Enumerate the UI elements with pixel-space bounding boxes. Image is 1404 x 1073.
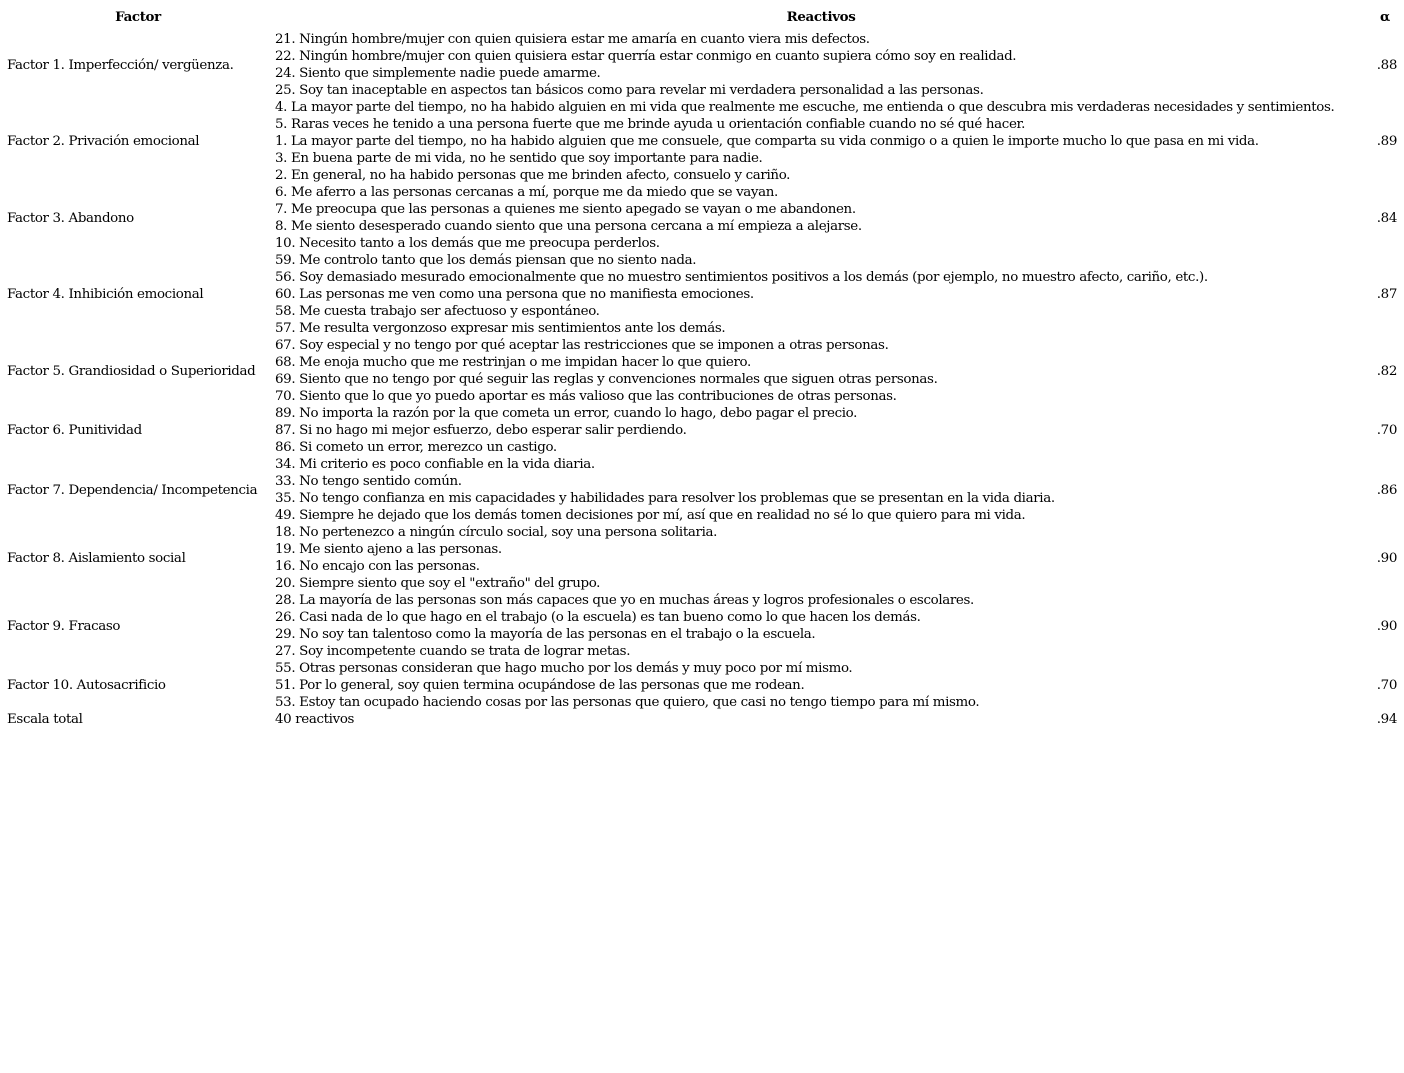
alpha-value: .86	[1376, 482, 1397, 498]
factor-name: Factor 2. Privación emocional	[7, 134, 200, 149]
factor-name: Factor 7. Dependencia/ Incompetencia	[7, 482, 258, 498]
factor-name: Factor 10. Autosacrificio	[7, 678, 166, 693]
item-line: 34. Mi criterio es poco confiable en la vida diaria.	[275, 457, 595, 472]
factor-items	[272, 99, 1370, 184]
alpha-value: .90	[1376, 618, 1397, 634]
table-row	[4, 337, 1400, 405]
factor-name: Factor 6. Punitividad	[7, 423, 142, 438]
factor-items	[272, 524, 1370, 592]
item-line: 6. Me aferro a las personas cercanas a mí, porque me da miedo que se vayan.	[275, 185, 778, 200]
alpha-value: .84	[1376, 210, 1397, 226]
item-line: 67. Soy especial y no tengo por qué aceptar las restricciones que se imponen a otras personas.	[275, 338, 889, 353]
alpha-column-header: α	[1380, 9, 1390, 25]
alpha-value: .82	[1376, 363, 1397, 379]
total-label: Escala total	[7, 712, 83, 727]
item-line: 56. Soy demasiado mesurado emocionalmente que no muestro sentimientos positivos a los demás (por ejemplo, no muestro afecto, cariño, etc.).	[275, 270, 1208, 285]
alpha-value: .89	[1376, 134, 1397, 149]
factor-items	[272, 184, 1370, 252]
alpha-value: .87	[1376, 287, 1397, 302]
factor-name: Factor 1. Imperfección/ vergüenza.	[7, 57, 234, 73]
table-row	[4, 524, 1400, 592]
table-row	[4, 252, 1400, 337]
item-line: 5. Raras veces he tenido a una persona fuerte que me brinde ayuda u orientación confiable cuando no sé qué hacer.	[275, 117, 1026, 132]
factor-name: Factor 9. Fracaso	[7, 618, 121, 634]
alpha-value: .70	[1376, 678, 1397, 693]
item-line: 89. No importa la razón por la que cometa un error, cuando lo hago, debo pagar el precio.	[275, 406, 858, 421]
item-line: 19. Me siento ajeno a las personas.	[275, 542, 502, 557]
item-line: 16. No encajo con las personas.	[275, 559, 480, 574]
factor-name: Factor 4. Inhibición emocional	[7, 287, 204, 302]
item-line: 57. Me resulta vergonzoso expresar mis sentimientos ante los demás.	[275, 321, 726, 336]
item-line: 49. Siempre he dejado que los demás tomen decisiones por mí, así que en realidad no sé lo que quiero para mi vida.	[275, 508, 1026, 523]
table-row	[4, 405, 1400, 456]
item-line: 55. Otras personas consideran que hago mucho por los demás y muy poco por mí mismo.	[275, 661, 853, 676]
item-line: 4. La mayor parte del tiempo, no ha habido alguien en mi vida que realmente me escuche, me entienda o que descubra mis verdaderas necesidades y sentimientos.	[275, 100, 1335, 115]
factor-items	[272, 660, 1370, 711]
factor-items	[272, 337, 1370, 405]
item-line: 68. Me enoja mucho que me restrinjan o me impidan hacer lo que quiero.	[275, 355, 751, 370]
table-row	[4, 184, 1400, 252]
item-line: 86. Si cometo un error, merezco un castigo.	[275, 440, 557, 455]
table-row	[4, 660, 1400, 711]
total-alpha: .94	[1376, 712, 1397, 727]
factor-items	[272, 405, 1370, 456]
factor-items	[272, 592, 1370, 660]
table-row	[4, 99, 1400, 184]
item-line: 87. Si no hago mi mejor esfuerzo, debo esperar salir perdiendo.	[275, 423, 687, 438]
item-line: 2. En general, no ha habido personas que me brinden afecto, consuelo y cariño.	[275, 168, 791, 183]
item-line: 1. La mayor parte del tiempo, no ha habido alguien que me consuele, que comparta su vida conmigo o a quien le importe mucho lo que pasa en mi vida.	[275, 134, 1259, 149]
item-line: 27. Soy incompetente cuando se trata de lograr metas.	[275, 644, 631, 659]
item-line: 7. Me preocupa que las personas a quienes me siento apegado se vayan o me abandonen.	[275, 202, 856, 217]
table-row	[4, 31, 1400, 99]
alpha-value: .88	[1376, 57, 1397, 73]
item-line: 10. Necesito tanto a los demás que me preocupa perderlos.	[275, 236, 660, 251]
item-line: 21. Ningún hombre/mujer con quien quisiera estar me amaría en cuanto viera mis defectos.	[275, 32, 870, 47]
item-line: 29. No soy tan talentoso como la mayoría de las personas en el trabajo o la escuela.	[275, 627, 816, 642]
total-items: 40 reactivos	[275, 712, 355, 727]
factor-items	[272, 31, 1370, 99]
table-header-row	[4, 5, 1400, 31]
table-body	[4, 31, 1400, 711]
factor-name: Factor 3. Abandono	[7, 210, 134, 226]
item-line: 33. No tengo sentido común.	[275, 474, 462, 489]
item-line: 25. Soy tan inaceptable en aspectos tan básicos como para revelar mi verdadera personalidad a las personas.	[275, 83, 984, 98]
item-line: 35. No tengo confianza en mis capacidades y habilidades para resolver los problemas que se presentan en la vida diaria.	[275, 491, 1055, 506]
item-line: 51. Por lo general, soy quien termina ocupándose de las personas que me rodean.	[275, 678, 805, 693]
item-line: 70. Siento que lo que yo puedo aportar es más valioso que las contribuciones de otras personas.	[275, 389, 897, 404]
item-line: 18. No pertenezco a ningún círculo social, soy una persona solitaria.	[275, 525, 718, 540]
factor-items	[272, 456, 1370, 524]
item-line: 58. Me cuesta trabajo ser afectuoso y espontáneo.	[275, 304, 600, 319]
item-line: 26. Casi nada de lo que hago en el trabajo (o la escuela) es tan bueno como lo que hacen los demás.	[275, 610, 921, 625]
alpha-value: .70	[1376, 423, 1397, 438]
item-line: 22. Ningún hombre/mujer con quien quisiera estar querría estar conmigo en cuanto supiera cómo soy en realidad.	[275, 49, 1017, 64]
item-line: 59. Me controlo tanto que los demás piensan que no siento nada.	[275, 253, 697, 268]
item-line: 24. Siento que simplemente nadie puede amarme.	[275, 66, 601, 81]
item-line: 28. La mayoría de las personas son más capaces que yo en muchas áreas y logros profesionales o escolares.	[275, 593, 974, 608]
factor-items	[272, 252, 1370, 337]
table-row	[4, 592, 1400, 660]
item-line: 60. Las personas me ven como una persona que no manifiesta emociones.	[275, 287, 754, 302]
items-column-header: Reactivos	[786, 9, 856, 25]
item-line: 69. Siento que no tengo por qué seguir las reglas y convenciones normales que siguen otras personas.	[275, 372, 938, 387]
item-line: 20. Siempre siento que soy el "extraño" del grupo.	[275, 576, 601, 591]
alpha-value: .90	[1376, 550, 1397, 566]
factor-name: Factor 5. Grandiosidad o Superioridad	[7, 363, 256, 379]
total-row	[4, 711, 1400, 728]
table-row	[4, 456, 1400, 524]
factor-items-table	[4, 5, 1400, 728]
factor-column-header: Factor	[115, 9, 161, 25]
factor-name: Factor 8. Aislamiento social	[7, 550, 186, 566]
item-line: 53. Estoy tan ocupado haciendo cosas por las personas que quiero, que casi no tengo tiempo para mí mismo.	[275, 695, 980, 710]
item-line: 3. En buena parte de mi vida, no he sentido que soy importante para nadie.	[275, 151, 763, 166]
item-line: 8. Me siento desesperado cuando siento que una persona cercana a mí empieza a alejarse.	[275, 219, 862, 234]
